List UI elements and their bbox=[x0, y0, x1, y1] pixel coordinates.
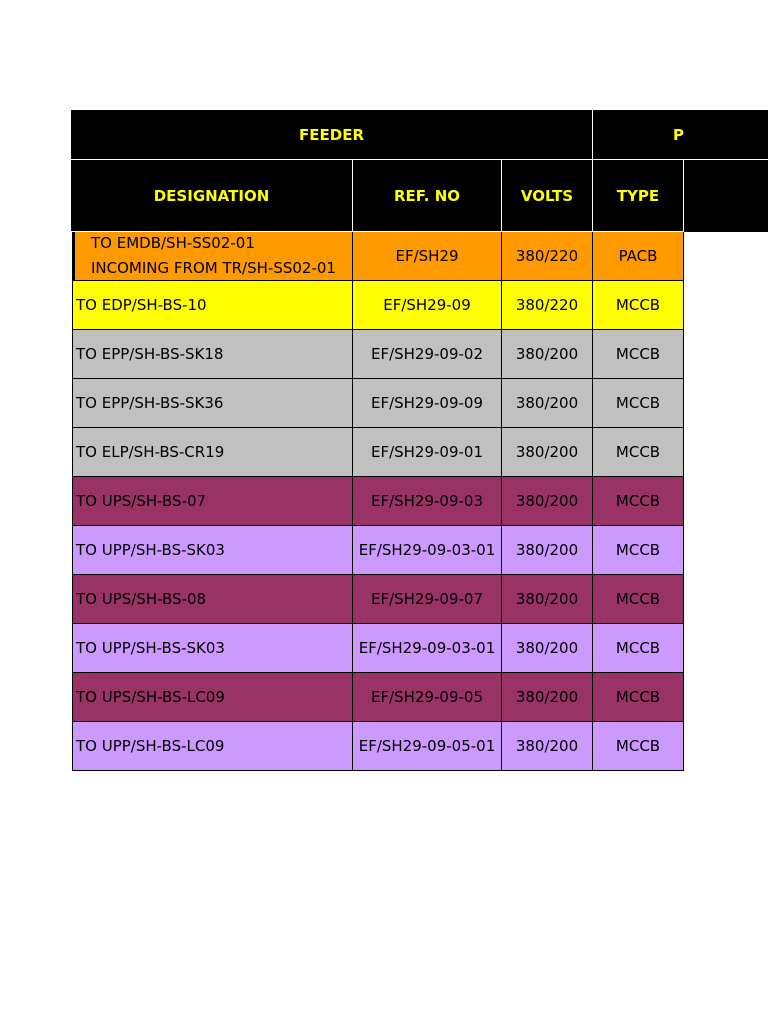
ref-no-cell[interactable]: EF/SH29-09-03 bbox=[353, 477, 502, 526]
feeder-table-body bbox=[72, 232, 684, 771]
table-row bbox=[72, 379, 684, 428]
type-cell[interactable]: MCCB bbox=[593, 330, 684, 379]
header-p-extension bbox=[684, 160, 768, 232]
volts-cell[interactable]: 380/200 bbox=[502, 722, 593, 771]
designation-cell[interactable]: TO UPP/SH-BS-SK03 bbox=[72, 624, 353, 673]
designation-cell[interactable] bbox=[72, 232, 353, 281]
table-row bbox=[72, 722, 684, 771]
table-row bbox=[72, 330, 684, 379]
volts-cell[interactable]: 380/200 bbox=[502, 575, 593, 624]
table-row bbox=[72, 477, 684, 526]
type-cell[interactable]: PACB bbox=[593, 232, 684, 281]
type-cell[interactable]: MCCB bbox=[593, 575, 684, 624]
designation-cell[interactable]: TO UPP/SH-BS-SK03 bbox=[72, 526, 353, 575]
volts-cell[interactable]: 380/200 bbox=[502, 428, 593, 477]
designation-cell[interactable]: TO EDP/SH-BS-10 bbox=[72, 281, 353, 330]
volts-cell[interactable]: 380/220 bbox=[502, 232, 593, 281]
designation-cell[interactable]: TO UPS/SH-BS-LC09 bbox=[72, 673, 353, 722]
ref-no-cell[interactable]: EF/SH29-09-03-01 bbox=[353, 526, 502, 575]
table-row bbox=[72, 232, 684, 281]
header-volts[interactable]: VOLTS bbox=[502, 160, 593, 232]
volts-cell[interactable]: 380/200 bbox=[502, 624, 593, 673]
ref-no-cell[interactable]: EF/SH29-09 bbox=[353, 281, 502, 330]
volts-cell[interactable]: 380/200 bbox=[502, 673, 593, 722]
type-cell[interactable]: MCCB bbox=[593, 281, 684, 330]
table-row bbox=[72, 428, 684, 477]
designation-line-1: TO EMDB/SH-SS02-01 bbox=[91, 234, 255, 252]
designation-cell[interactable]: TO UPS/SH-BS-08 bbox=[72, 575, 353, 624]
header-p-partial[interactable]: P bbox=[593, 110, 768, 160]
ref-no-cell[interactable]: EF/SH29-09-02 bbox=[353, 330, 502, 379]
type-cell[interactable]: MCCB bbox=[593, 673, 684, 722]
ref-no-cell[interactable]: EF/SH29-09-09 bbox=[353, 379, 502, 428]
designation-cell[interactable]: TO UPS/SH-BS-07 bbox=[72, 477, 353, 526]
table-row bbox=[72, 281, 684, 330]
ref-no-cell[interactable]: EF/SH29-09-03-01 bbox=[353, 624, 502, 673]
ref-no-cell[interactable]: EF/SH29-09-05-01 bbox=[353, 722, 502, 771]
header-feeder[interactable]: FEEDER bbox=[71, 110, 593, 160]
ref-no-cell[interactable]: EF/SH29-09-07 bbox=[353, 575, 502, 624]
type-cell[interactable]: MCCB bbox=[593, 526, 684, 575]
volts-cell[interactable]: 380/200 bbox=[502, 379, 593, 428]
type-cell[interactable]: MCCB bbox=[593, 477, 684, 526]
header-type[interactable]: TYPE bbox=[593, 160, 684, 232]
table-row bbox=[72, 575, 684, 624]
ref-no-cell[interactable]: EF/SH29-09-01 bbox=[353, 428, 502, 477]
designation-line-2: INCOMING FROM TR/SH-SS02-01 bbox=[91, 259, 336, 277]
table-row bbox=[72, 673, 684, 722]
header-designation[interactable]: DESIGNATION bbox=[71, 160, 353, 232]
designation-cell[interactable]: TO EPP/SH-BS-SK18 bbox=[72, 330, 353, 379]
type-cell[interactable]: MCCB bbox=[593, 428, 684, 477]
type-cell[interactable]: MCCB bbox=[593, 722, 684, 771]
volts-cell[interactable]: 380/220 bbox=[502, 281, 593, 330]
designation-cell[interactable]: TO UPP/SH-BS-LC09 bbox=[72, 722, 353, 771]
ref-no-cell[interactable]: EF/SH29 bbox=[353, 232, 502, 281]
type-cell[interactable]: MCCB bbox=[593, 379, 684, 428]
type-cell[interactable]: MCCB bbox=[593, 624, 684, 673]
volts-cell[interactable]: 380/200 bbox=[502, 330, 593, 379]
table-row bbox=[72, 526, 684, 575]
designation-cell[interactable]: TO ELP/SH-BS-CR19 bbox=[72, 428, 353, 477]
ref-no-cell[interactable]: EF/SH29-09-05 bbox=[353, 673, 502, 722]
table-row bbox=[72, 624, 684, 673]
header-ref-no[interactable]: REF. NO bbox=[353, 160, 502, 232]
designation-cell[interactable]: TO EPP/SH-BS-SK36 bbox=[72, 379, 353, 428]
volts-cell[interactable]: 380/200 bbox=[502, 526, 593, 575]
volts-cell[interactable]: 380/200 bbox=[502, 477, 593, 526]
